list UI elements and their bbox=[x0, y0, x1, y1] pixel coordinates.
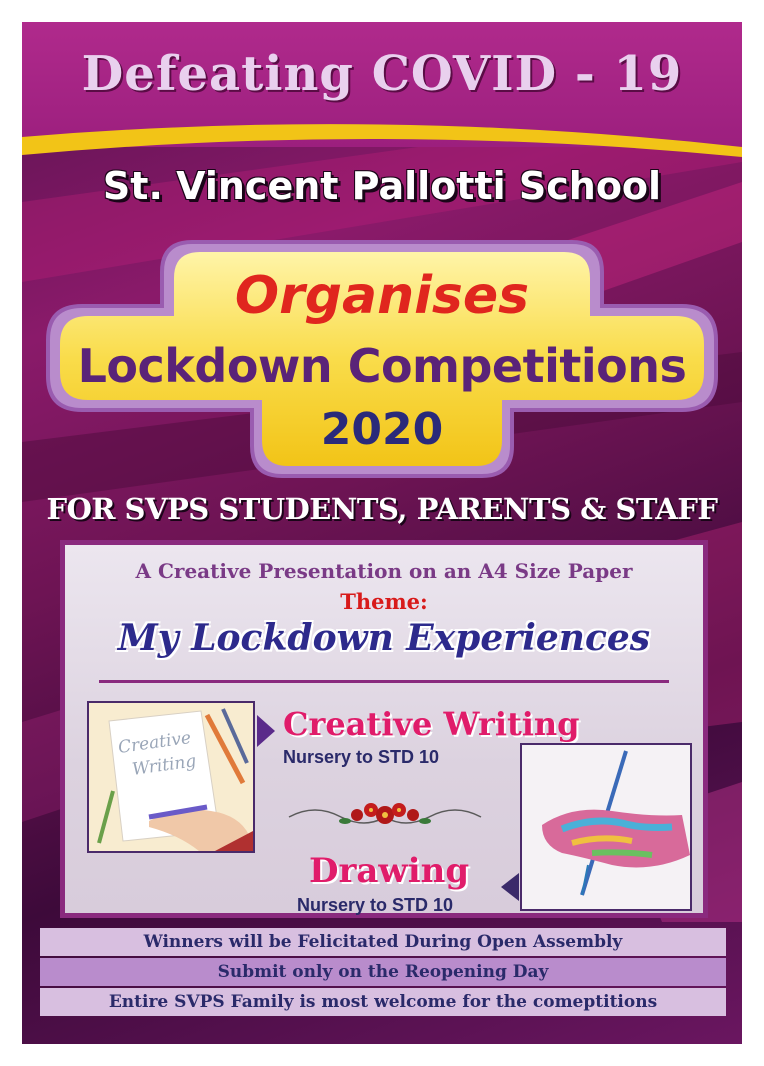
audience-line: FOR SVPS STUDENTS, PARENTS & STAFF bbox=[46, 492, 718, 526]
organises-heading: Organises bbox=[234, 266, 530, 326]
image-text-creative: Creative bbox=[116, 727, 193, 758]
notice-submission: Submit only on the Reopening Day bbox=[40, 958, 726, 986]
drawing-title: Drawing bbox=[309, 851, 470, 891]
creative-writing-illustration bbox=[87, 701, 255, 853]
competition-heading: Lockdown Competitions bbox=[77, 339, 687, 393]
painting-hand-illustration bbox=[520, 743, 692, 911]
writing-pointer-icon bbox=[257, 715, 275, 747]
school-name: St. Vincent Pallotti School bbox=[102, 164, 662, 208]
creative-writing-eligibility: Nursery to STD 10 bbox=[283, 747, 440, 767]
notice-welcome: Entire SVPS Family is most welcome for the comeptitions bbox=[40, 988, 726, 1016]
organises-badge bbox=[42, 236, 722, 481]
image-text-writing: Writing bbox=[130, 751, 198, 780]
presentation-subtitle: A Creative Presentation on an A4 Size Paper bbox=[135, 559, 633, 583]
theme-title: My Lockdown Experiences bbox=[117, 617, 651, 659]
writing-paper-icon bbox=[89, 703, 253, 851]
poster bbox=[22, 22, 742, 1044]
painted-hand-icon bbox=[522, 745, 690, 909]
competition-panel bbox=[60, 540, 708, 918]
notice-felicitation: Winners will be Felicitated During Open Assembly bbox=[40, 928, 726, 956]
floral-ornament-icon bbox=[285, 799, 485, 833]
drawing-pointer-icon bbox=[501, 873, 519, 901]
divider bbox=[99, 680, 669, 683]
creative-writing-title: Creative Writing bbox=[283, 705, 580, 743]
year-label: 2020 bbox=[320, 404, 444, 455]
drawing-eligibility: Nursery to STD 10 bbox=[297, 895, 454, 915]
campaign-title: Defeating COVID - 19 bbox=[81, 46, 683, 102]
theme-label: Theme: bbox=[340, 589, 428, 614]
